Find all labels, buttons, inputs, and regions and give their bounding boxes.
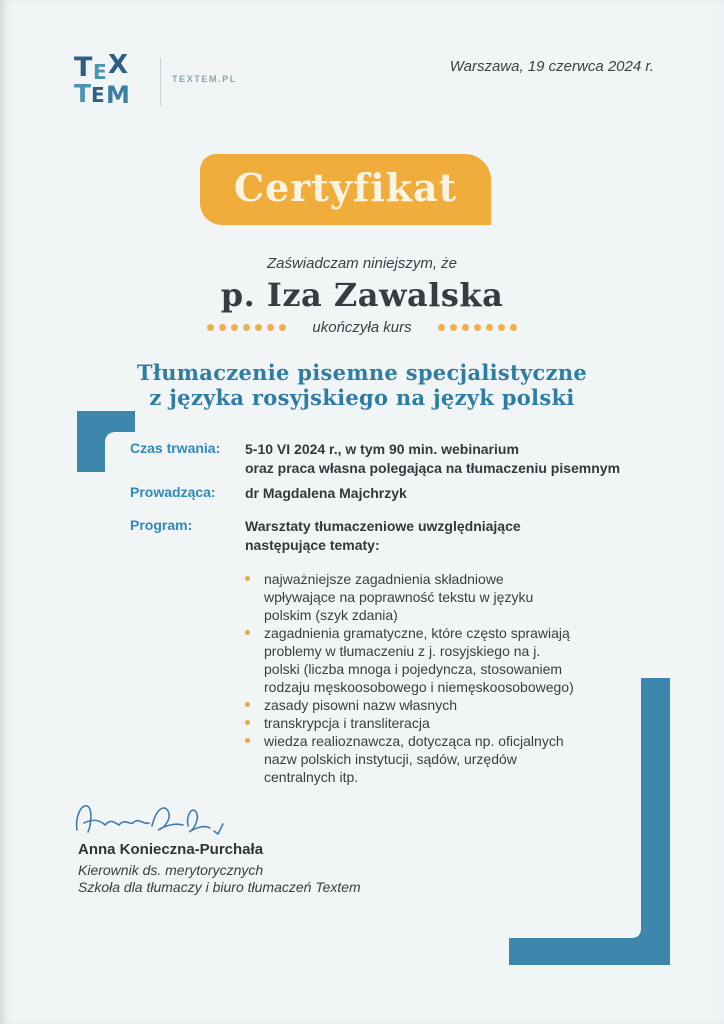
bullet-dot-icon: [245, 720, 250, 725]
program-topic-text: wiedza realioznawcza, dotycząca np. oficjalnych nazw polskich instytucji, sądów, urzędów centralnych itp.: [264, 733, 564, 785]
logo-letter: T: [74, 79, 92, 108]
logo-letter: X: [108, 50, 129, 80]
course-title-line2: z języka rosyjskiego na język polski: [149, 385, 575, 410]
duration-value-line2: oraz praca własna polegająca na tłumaczeniu pisemnym: [245, 460, 621, 476]
attest-line: Zaświadczam niniejszym, że: [266, 255, 458, 272]
signer-role-line2: Szkoła dla tłumaczy i biuro tłumaczeń Textem: [78, 879, 361, 895]
duration-value: [245, 440, 620, 478]
completed-row: [0, 319, 724, 336]
signer-name: Anna Konieczna-Purchała: [78, 841, 264, 858]
signer-role-line1: Kierownik ds. merytorycznych: [78, 862, 264, 878]
program-topic-item: [245, 570, 576, 624]
bullet-dot-icon: [245, 576, 250, 581]
bullet-dot-icon: [245, 702, 250, 707]
program-label: Program:: [130, 517, 193, 533]
program-topic-text: najważniejsze zagadnienia składniowe wpływające na poprawność tekstu w języku polskim (szyk zdania): [264, 571, 534, 623]
course-title: [0, 360, 724, 410]
instructor-label: Prowadząca:: [130, 484, 216, 500]
program-topic-item: [245, 696, 576, 714]
program-topic-text: zasady pisowni nazw własnych: [264, 697, 457, 713]
program-topic-item: [245, 624, 576, 696]
program-heading: Warsztaty tłumaczeniowe uwzględniające następujące tematy:: [245, 518, 521, 553]
logo-letter: M: [106, 81, 130, 109]
logo-divider: [160, 58, 161, 106]
certificate-banner: [200, 154, 491, 225]
textem-logo: [74, 52, 154, 110]
dot-decoration-right: [438, 324, 517, 331]
program-topic-item: [245, 714, 576, 732]
dot-decoration-left: [207, 324, 286, 331]
logo-letter: E: [93, 60, 107, 84]
recipient-name: p. Iza Zawalska: [220, 276, 504, 314]
logo-letter: T: [74, 52, 93, 83]
duration-value-line1: 5-10 VI 2024 r., w tym 90 min. webinarium: [245, 441, 519, 457]
program-topic-text: zagadnienia gramatyczne, które często sprawiają problemy w tłumaczeniu z j. rosyjskiego na j. polski (liczba mnoga i pojedyncza, stosowaniem rodzaju męskoosobowego i niemęskoosobowego): [264, 625, 574, 695]
program-topic-text: transkrypcja i transliteracja: [264, 715, 430, 731]
bullet-dot-icon: [245, 738, 250, 743]
dateline: Warszawa, 19 czerwca 2024 r.: [449, 58, 654, 75]
course-title-line1: Tłumaczenie pisemne specjalistyczne: [136, 360, 588, 385]
completed-line: ukończyła kurs: [312, 319, 412, 336]
logo-letter: E: [91, 83, 105, 107]
instructor-value: dr Magdalena Majchrzyk: [245, 485, 407, 501]
bullet-dot-icon: [245, 630, 250, 635]
program-topics-list: [245, 570, 575, 786]
logo-website: TEXTEM.PL: [172, 74, 237, 84]
banner-title: Certyfikat: [233, 165, 458, 210]
corner-bracket-decoration-top-left: [77, 411, 135, 472]
program-topic-item: [245, 732, 576, 786]
handwritten-signature: [70, 795, 230, 841]
duration-label: Czas trwania:: [130, 440, 221, 456]
